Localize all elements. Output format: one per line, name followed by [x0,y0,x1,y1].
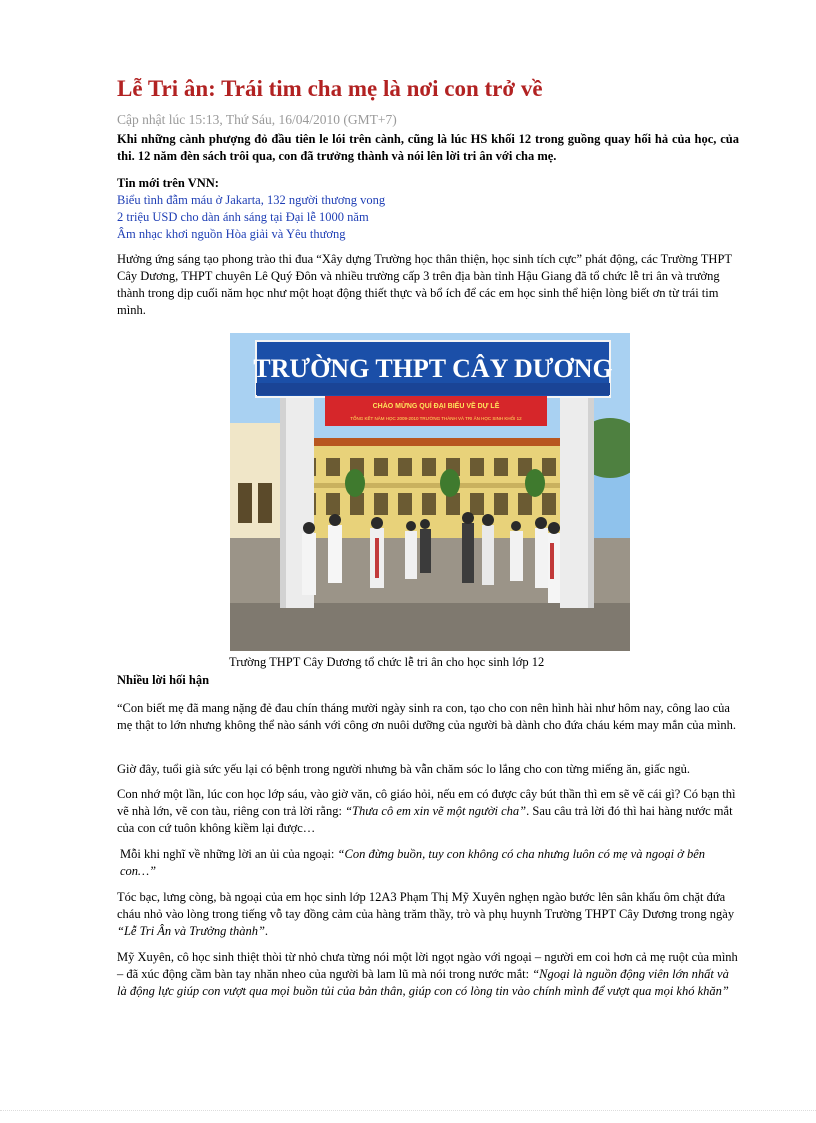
paragraph: “Con biết mẹ đã mang nặng đẻ đau chín tháng mười ngày sinh ra con, tạo cho con nên hình hài như hôm nay, công lao của mẹ thật to lớn nhưng không thể nào sánh với công ơn nuôi dưỡng của người bà dành cho đứa cháu kém may mắn của mình. [117,701,737,732]
paragraph-intro: Hưởng ứng sáng tạo phong trào thi đua “Xây dựng Trường học thân thiện, học sinh tích cực” phát động, các Trường THPT Cây Dương, THPT chuyên Lê Quý Đôn và nhiều trường cấp 3 trên địa bàn tỉnh Hậu Giang đã tổ chức lễ tri ân và trưởng thành trong dịp cuối năm học như một hoạt động thiết thực và bổ ích để các em học sinh thể hiện lòng biết ơn từ trái tim mình. [117,252,732,317]
quote-text: “Lễ Tri Ân và Trưởng thành” [117,924,265,938]
quote-text: “Con đừng buồn, tuy con không có cha nhưng luôn có mẹ và ngoại ở bên con…” [120,847,706,878]
banner-top-text: CHÀO MỪNG QUÍ ĐẠI BIỂU VỀ DỰ LỄ [372,403,500,410]
update-timestamp: Cập nhật lúc 15:13, Thứ Sáu, 16/04/2010 (GMT+7) [117,112,397,127]
paragraph-text: . Sau câu trả lời đó thì hai hàng nước mắt của con cứ tuôn không kiềm lại được… [117,804,733,835]
paragraph [120,846,739,880]
related-news-list [117,192,385,243]
quote-text: “Ngoại là nguồn động viên lớn nhất và là động lực giúp con vượt qua mọi buồn tủi của bản thân, giúp con có lòng tin vào chính mình để vượt qua mọi khó khăn” [117,967,729,998]
paragraph-text: . [264,924,269,938]
gate-sign-text: TRƯỜNG THPT CÂY DƯƠNG [253,354,613,383]
related-news-link[interactable]: 2 triệu USD cho dàn ánh sáng tại Đại lễ 1000 năm [117,210,369,224]
paragraph [117,889,739,940]
article-lead: Khi những cành phượng đỏ đầu tiên le lói trên cành, cũng là lúc HS khối 12 trong guồng quay hối hả của học, của thi. 12 năm đèn sách trôi qua, con đã trưởng thành và nói lên lời tri ân với cha mẹ. [117,132,739,163]
paragraph: Giờ đây, tuổi già sức yếu lại có bệnh trong người nhưng bà vẫn chăm sóc lo lắng cho con từng miếng ăn, giấc ngủ. [117,762,691,776]
paragraph-text: Tóc bạc, lưng còng, bà ngoại của em học sinh lớp 12A3 Phạm Thị Mỹ Xuyên nghẹn ngào bước lên sân khấu ôm chặt đứa cháu nhỏ vào lòng trong tiếng vỗ tay đồng cảm của hàng trăm thầy, trò và phụ huynh Trường THPT Cây Dương trong ngày [117,890,735,921]
paragraph-text: Con nhớ một lần, lúc con học lớp sáu, vào giờ văn, cô giáo hỏi, nếu em có được cây bút thần thì em sẽ vẽ cái gì? Có bạn thì vẽ nhà lớn, vẽ con tàu, riêng con trả lời rằng: [117,787,736,818]
paragraph [117,786,739,837]
article-title: Lễ Tri ân: Trái tim cha mẹ là nơi con trở về [117,76,543,101]
related-news-link[interactable]: Âm nhạc khơi nguồn Hòa giải và Yêu thương [117,227,346,241]
paragraph-text: Mỹ Xuyên, cô học sinh thiệt thòi từ nhỏ chưa từng nói một lời ngọt ngào với ngoại – người em coi hơn cả mẹ ruột của mình – đã xúc động cầm bàn tay nhăn nheo của người bà lam lũ mà nói trong nước mắt: [117,950,738,981]
quote-text: “Thưa cô em xin vẽ một người cha” [345,804,527,818]
section-heading: Nhiều lời hối hận [117,673,210,687]
paragraph [117,949,739,1000]
related-news-heading: Tin mới trên VNN: [117,176,219,190]
photo-caption: Trường THPT Cây Dương tổ chức lễ tri ân cho học sinh lớp 12 [229,655,545,669]
paragraph-text: Mỗi khi nghĩ về những lời an ủi của ngoại: [120,847,338,861]
related-news-link[interactable]: Biểu tình đẫm máu ở Jakarta, 132 người thương vong [117,193,386,207]
page-bottom-divider [0,1110,816,1111]
banner-bottom-text: TỔNG KẾT NĂM HỌC 2009-2010 TRƯỜNG THÀNH VÀ TRI ÂN HỌC SINH KHỐI 12 [350,416,522,421]
school-gate-photo [230,333,630,651]
school-gate-illustration [230,333,630,651]
